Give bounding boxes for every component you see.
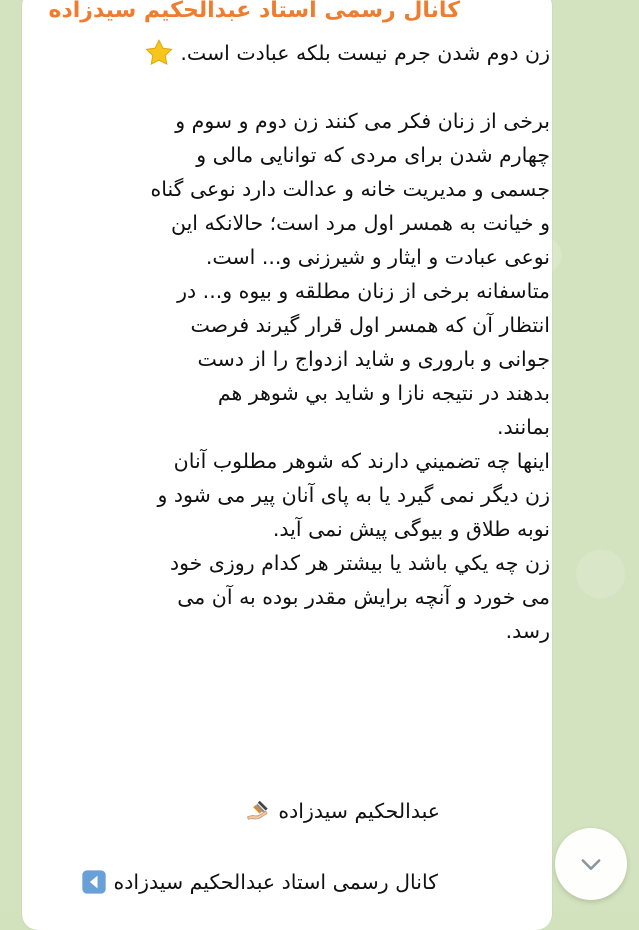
channel-name[interactable]: كانال رسمی استاد عبدالحکیم سیدزاده [48,0,460,23]
message-line-18: رسد. [505,619,550,643]
message-body [67,36,550,648]
message-line-8: متاسفانه برخی از زنان مطلقه و بیوه و... در [177,279,550,303]
message-line-14: زن دیگر نمی گیرد یا به پای آنان پیر می شود و [157,483,550,507]
message-line-17: می خورد و آنچه برایش مقدر بوده به آن می [177,585,550,609]
star-icon [144,38,174,68]
signature-line [244,794,440,828]
message-line-16: زن چه یکي باشد یا بیشتر هر کدام روزی خود [169,551,550,575]
message-line-9: انتظار آن که همسر اول قرار گیرند فرصت [190,313,550,337]
message-line-15: نوبه طلاق و بیوگی پیش نمی آید. [272,517,550,541]
message-line-2 [67,70,550,104]
signature-text: عبدالحکیم سیدزاده [278,799,440,823]
message-line-13: اینها چه تضمیني دارند که شوهر مطلوب آنان [173,449,550,473]
message-bubble [22,0,552,930]
message-line-text-1: زن دوم شدن جرم نیست بلکه عبادت است. [180,41,550,65]
message-line-4: چهارم شدن برای مردی که توانایی مالی و [196,143,550,167]
chevron-down-icon [577,850,605,878]
message-line-11: بدهند در نتیجه نازا و شاید بي شوهر هم [217,381,550,405]
channel-link-text[interactable]: کانال رسمی استاد عبدالحکیم سیدزاده [113,870,438,894]
left-arrow-icon [80,868,108,896]
message-line-12: بمانند. [497,415,550,439]
message-line-7: نوعی عبادت و ایثار و شیرزنی و... است. [205,245,550,269]
message-line-6: و خیانت به همسر اول مرد است؛ حالانکه این [171,211,550,235]
scroll-to-bottom-button[interactable] [555,828,627,900]
channel-link-line [80,865,438,899]
message-line-10: جوانی و باروری و شاید ازدواج را از دست [197,347,550,371]
message-line-1 [67,36,550,70]
message-line-3: برخی از زنان فکر می کنند زن دوم و سوم و [175,109,550,133]
writing-hand-icon [244,797,272,825]
message-line-5: جسمی و مدیریت خانه و عدالت دارد نوعی گناه [150,177,550,201]
